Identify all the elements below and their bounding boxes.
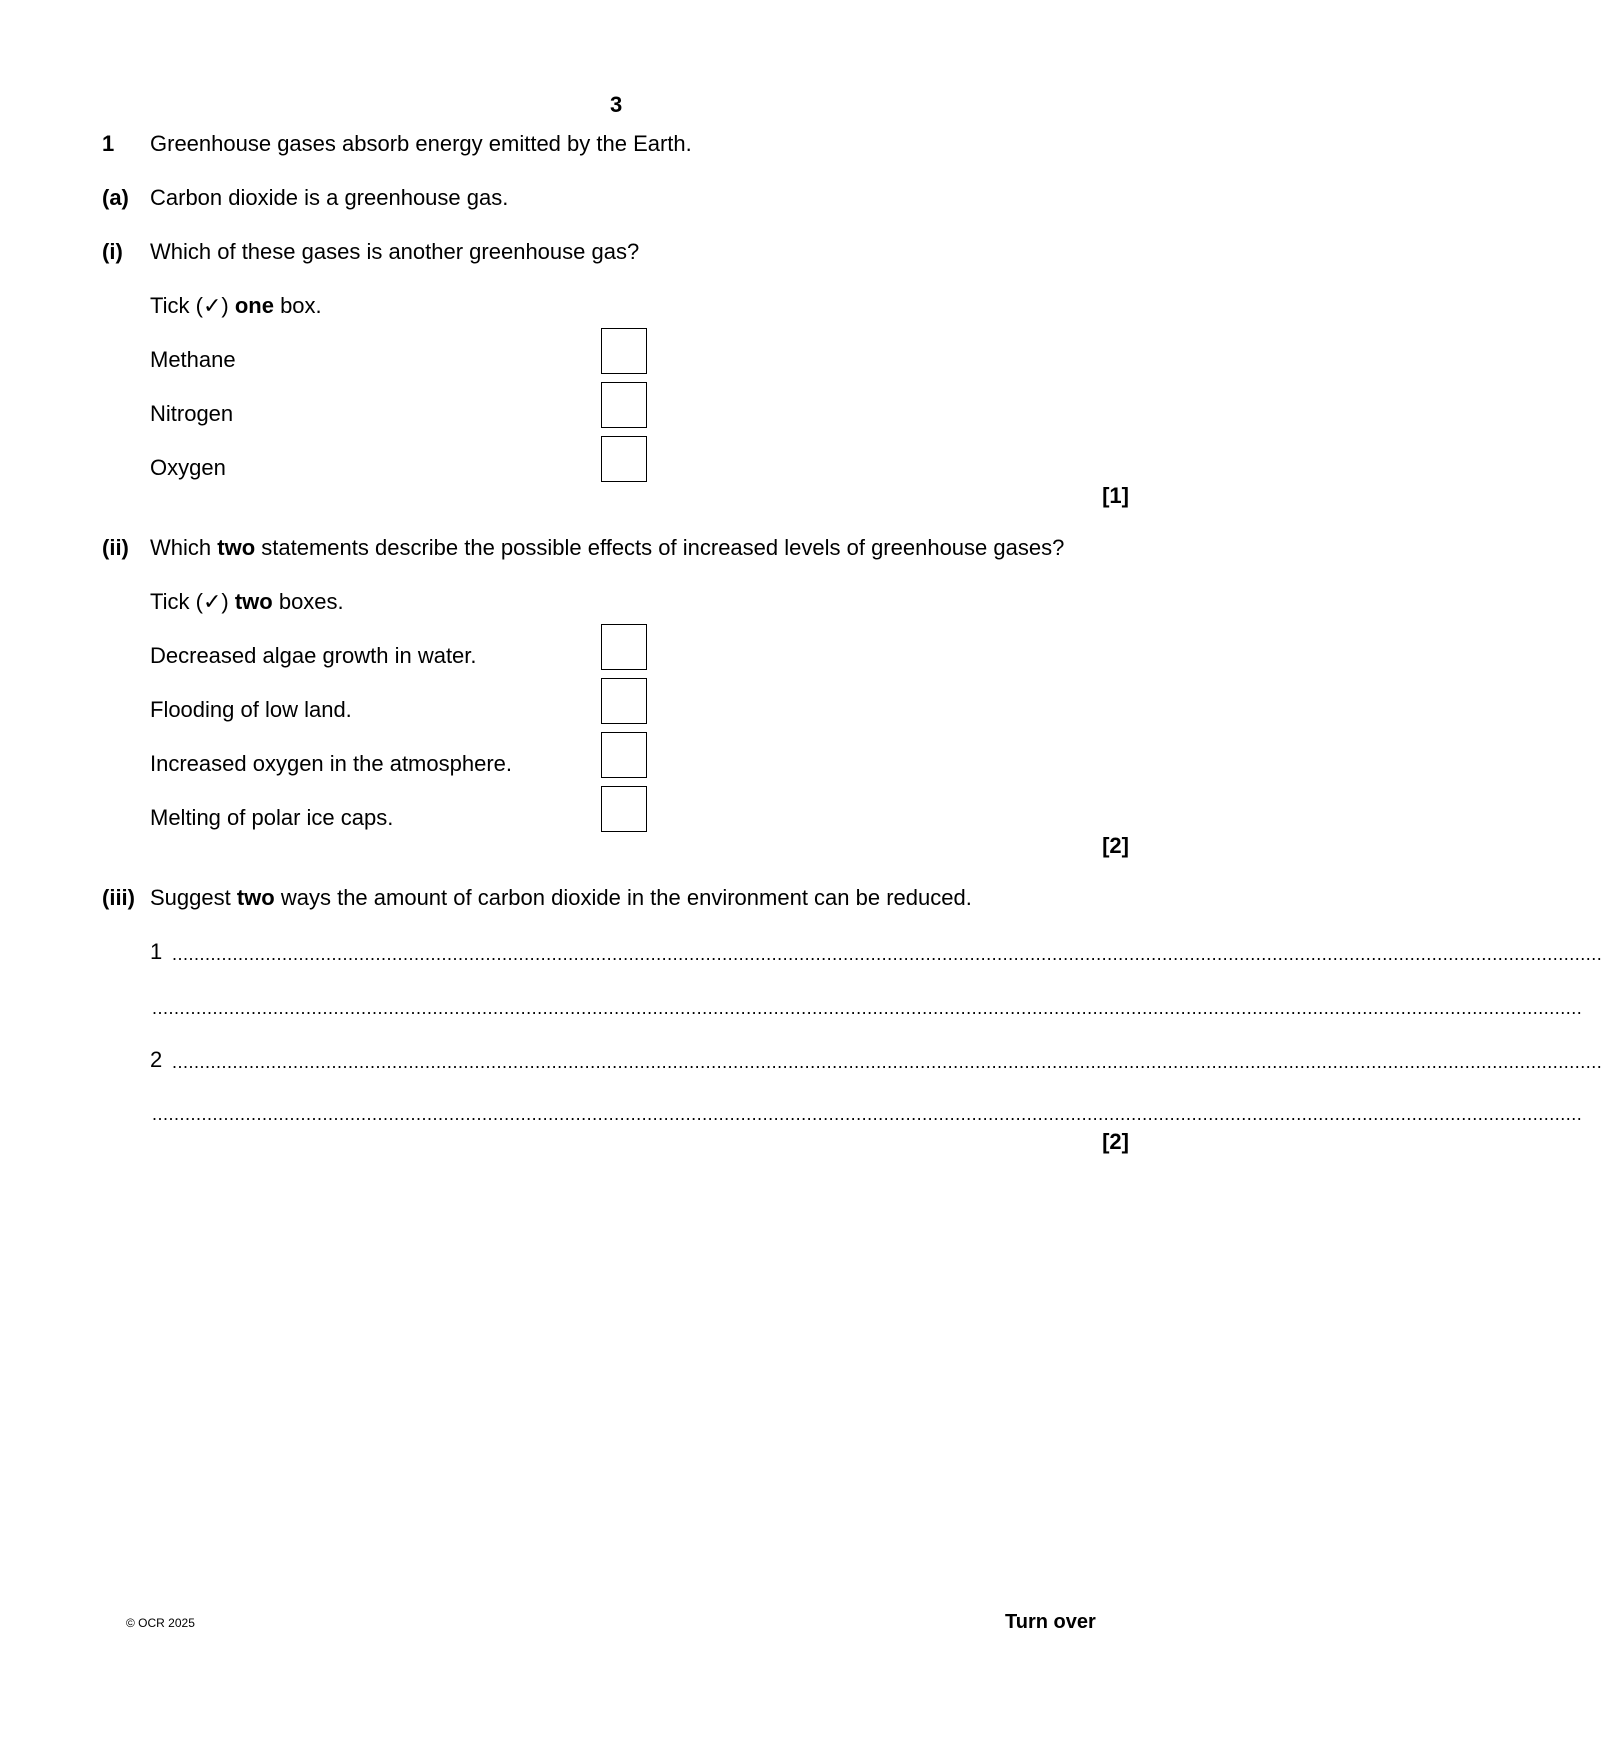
instruction-text-end: box. [273, 293, 322, 318]
part-i-instruction [150, 293, 322, 319]
option-label: Melting of polar ice caps. [150, 805, 394, 830]
option-label: Decreased algae growth in water. [150, 643, 477, 668]
part-i-question: Which of these gases is another greenhouse gas? [150, 239, 640, 264]
copyright-notice: © OCR 2025 [126, 1616, 195, 1630]
instruction-text-end: boxes. [272, 589, 344, 614]
answer-line[interactable]: .................................................................................................................................................................................................................................................................... [172, 1052, 1602, 1072]
turn-over-label: Turn over [1005, 1611, 1096, 1633]
question-text-end: ways the amount of carbon dioxide in the environment can be reduced. [274, 885, 972, 910]
instruction-emphasis: one [234, 293, 274, 318]
question-text: Suggest [150, 885, 237, 910]
marks-label: [1] [1102, 483, 1129, 508]
question-emphasis: two [236, 885, 275, 910]
answer-number: 2 [150, 1047, 163, 1072]
marks-label: [2] [1102, 1129, 1129, 1154]
part-iii-label: (iii) [102, 885, 135, 910]
option-label: Oxygen [150, 455, 226, 480]
page-number: 3 [610, 92, 623, 117]
option-label: Flooding of low land. [150, 697, 352, 722]
instruction-text: Tick (✓) [150, 589, 235, 614]
part-ii-label: (ii) [102, 535, 129, 560]
instruction-emphasis: two [234, 589, 273, 614]
option-label: Increased oxygen in the atmosphere. [150, 751, 513, 776]
tick-box[interactable] [601, 624, 647, 670]
part-iii-question [150, 885, 972, 911]
part-i-label: (i) [102, 239, 123, 264]
option-label: Methane [150, 347, 236, 372]
tick-box[interactable] [601, 732, 647, 778]
answer-line[interactable]: .................................................................................................................................................................................................................................................................... [172, 944, 1602, 964]
question-text-end: statements describe the possible effects of increased levels of greenhouse gases? [255, 535, 1065, 560]
question-stem: Greenhouse gases absorb energy emitted by the Earth. [150, 131, 692, 156]
question-number: 1 [102, 131, 115, 156]
instruction-text: Tick (✓) [150, 293, 235, 318]
answer-line[interactable]: .................................................................................................................................................................................................................................................................... [152, 998, 1583, 1018]
option-label: Nitrogen [150, 401, 234, 426]
part-a-label: (a) [102, 185, 129, 210]
answer-number: 1 [150, 939, 163, 964]
tick-box[interactable] [601, 328, 647, 374]
question-emphasis: two [217, 535, 256, 560]
tick-box[interactable] [601, 786, 647, 832]
question-text: Which [150, 535, 218, 560]
part-ii-instruction [150, 589, 344, 615]
tick-box[interactable] [601, 382, 647, 428]
tick-box[interactable] [601, 678, 647, 724]
marks-label: [2] [1102, 833, 1129, 858]
part-ii-question [150, 535, 1064, 561]
tick-box[interactable] [601, 436, 647, 482]
part-a-text: Carbon dioxide is a greenhouse gas. [150, 185, 509, 210]
answer-line[interactable]: .................................................................................................................................................................................................................................................................... [152, 1104, 1583, 1124]
